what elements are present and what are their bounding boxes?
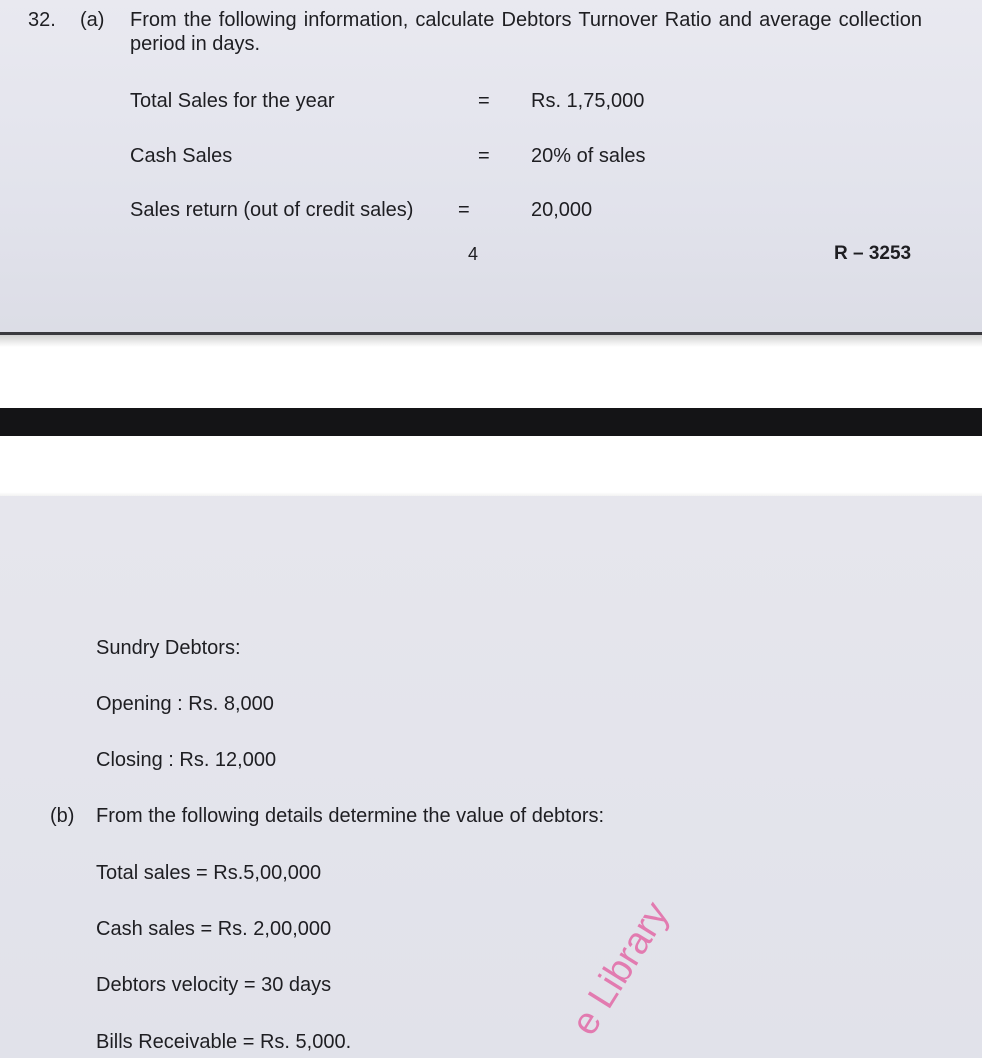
row-value-total-sales: Rs. 1,75,000 [531, 90, 645, 112]
page-shadow [0, 335, 982, 347]
part-b-item-debtors-velocity: Debtors velocity = 30 days [96, 974, 332, 996]
watermark-text: e Library [563, 894, 678, 1043]
page-number: 4 [468, 244, 479, 264]
row-value-sales-return: 20,000 [531, 199, 593, 221]
row-value-cash-sales: 20% of sales [531, 145, 646, 167]
question-number: 32. [28, 9, 56, 31]
paper-code: R – 3253 [834, 243, 912, 264]
sundry-debtors-heading: Sundry Debtors: [96, 637, 241, 659]
row-equals: = [478, 145, 490, 167]
part-b-text: From the following details determine the value of debtors: [96, 805, 605, 827]
part-b-label: (b) [50, 805, 75, 827]
part-b-item-bills-receivable: Bills Receivable = Rs. 5,000. [96, 1031, 352, 1053]
row-equals: = [478, 90, 490, 112]
debtors-closing: Closing : Rs. 12,000 [96, 749, 277, 771]
part-a-label: (a) [80, 9, 105, 31]
debtors-opening: Opening : Rs. 8,000 [96, 693, 274, 715]
row-equals: = [458, 199, 470, 221]
row-label-sales-return: Sales return (out of credit sales) [130, 199, 414, 221]
dark-separator-band [0, 408, 982, 436]
part-b-item-cash-sales: Cash sales = Rs. 2,00,000 [96, 918, 332, 940]
row-label-cash-sales: Cash Sales [130, 145, 233, 167]
part-b-item-total-sales: Total sales = Rs.5,00,000 [96, 862, 322, 884]
row-label-total-sales: Total Sales for the year [130, 90, 335, 112]
part-a-text: From the following information, calculate Debtors Turnover Ratio and average collection period in days. [130, 9, 922, 55]
